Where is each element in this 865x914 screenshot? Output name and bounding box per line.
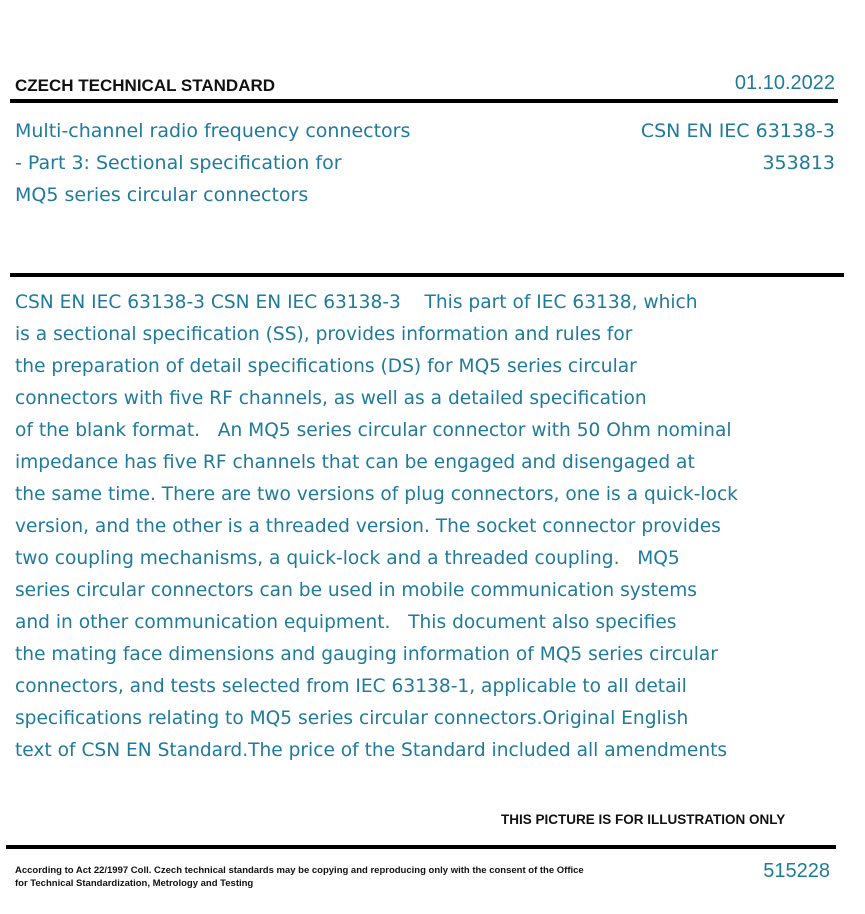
abstract-line: impedance has five RF channels that can be engaged and disengaged at [15, 452, 695, 473]
abstract-line: two coupling mechanisms, a quick-lock and a threaded coupling. MQ5 [15, 548, 680, 569]
abstract-line: the mating face dimensions and gauging information of MQ5 series circular [15, 644, 718, 665]
abstract-line: version, and the other is a threaded version. The socket connector provides [15, 516, 721, 537]
abstract-text [15, 287, 775, 767]
class-number: 353813 [762, 152, 835, 174]
standard-code: CSN EN IEC 63138-3 [640, 120, 835, 142]
abstract-line: is a sectional specification (SS), provides information and rules for [15, 324, 633, 345]
abstract-line: connectors with five RF channels, as well as a detailed specification [15, 388, 647, 409]
document-number: 515228 [763, 860, 830, 882]
abstract-line: series circular connectors can be used in mobile communication systems [15, 580, 697, 601]
abstract-line: CSN EN IEC 63138-3 CSN EN IEC 63138-3 This part of IEC 63138, which [15, 292, 698, 313]
legal-notice [15, 864, 595, 890]
illustration-disclaimer: THIS PICTURE IS FOR ILLUSTRATION ONLY [501, 812, 786, 827]
abstract-line: the same time. There are two versions of plug connectors, one is a quick-lock [15, 484, 738, 505]
legal-notice-line: According to Act 22/1997 Coll. Czech technical standards may be copying and reproducing only with the consent of the Office [15, 865, 584, 876]
standard-title-line: Multi-channel radio frequency connectors [15, 120, 411, 142]
abstract-line: and in other communication equipment. This document also specifies [15, 612, 677, 633]
standard-title-line: MQ5 series circular connectors [15, 184, 309, 206]
abstract-line: the preparation of detail specifications (DS) for MQ5 series circular [15, 356, 637, 377]
abstract-line: of the blank format. An MQ5 series circular connector with 50 Ohm nominal [15, 420, 732, 441]
document-type-heading: CZECH TECHNICAL STANDARD [15, 76, 276, 95]
legal-notice-line: for Technical Standardization, Metrology and Testing [15, 878, 254, 889]
footer-divider [6, 845, 836, 849]
abstract-line: connectors, and tests selected from IEC 63138-1, applicable to all detail [15, 676, 687, 697]
standard-identifiers [641, 115, 835, 179]
abstract-line: specifications relating to MQ5 series circular connectors.Original English [15, 708, 689, 729]
standard-title [15, 115, 435, 211]
header-divider [10, 99, 838, 103]
title-divider [10, 273, 844, 277]
publication-date: 01.10.2022 [734, 72, 835, 94]
abstract-line: text of CSN EN Standard.The price of the Standard included all amendments [15, 740, 728, 761]
standard-title-line: - Part 3: Sectional specification for [15, 152, 342, 174]
